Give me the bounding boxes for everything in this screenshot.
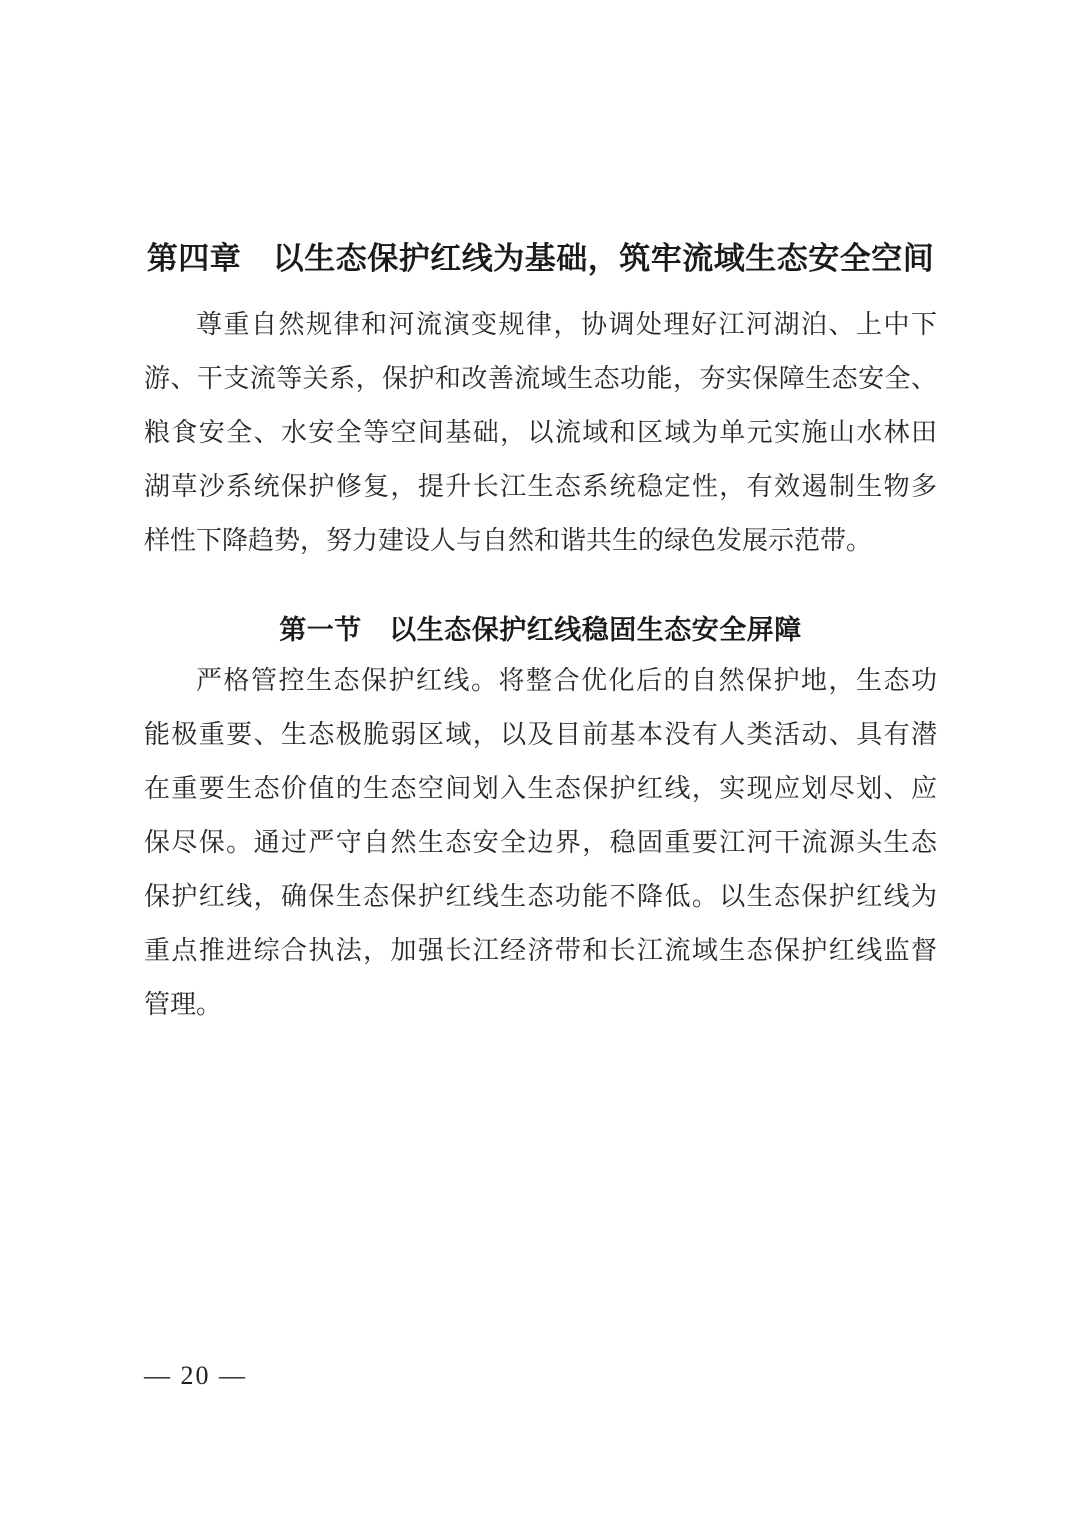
section-paragraph-line-4: 保尽保。通过严守自然生态安全边界，稳固重要江河干流源头生态	[144, 828, 937, 857]
intro-paragraph-line-1: 尊重自然规律和河流演变规律，协调处理好江河湖泊、上中下	[196, 310, 937, 339]
section-paragraph-line-3: 在重要生态价值的生态空间划入生态保护红线，实现应划尽划、应	[144, 774, 937, 803]
page-number: — 20 —	[144, 1361, 247, 1390]
section-paragraph-line-2: 能极重要、生态极脆弱区域，以及目前基本没有人类活动、具有潜	[144, 720, 937, 749]
intro-paragraph-line-2: 游、干支流等关系，保护和改善流域生态功能，夯实保障生态安全、	[144, 364, 937, 393]
section-paragraph-line-5: 保护红线，确保生态保护红线生态功能不降低。以生态保护红线为	[144, 882, 937, 911]
section-paragraph-line-7: 管理。	[144, 990, 223, 1019]
intro-paragraph-line-5: 样性下降趋势，努力建设人与自然和谐共生的绿色发展示范带。	[144, 526, 873, 555]
section-title: 第一节 以生态保护红线稳固生态安全屏障	[279, 615, 802, 646]
section-paragraph	[144, 654, 937, 1032]
section-paragraph-line-1: 严格管控生态保护红线。将整合优化后的自然保护地，生态功	[196, 666, 937, 695]
section-paragraph-line-6: 重点推进综合执法，加强长江经济带和长江流域生态保护红线监督	[144, 936, 937, 965]
chapter-title: 第四章 以生态保护红线为基础，筑牢流域生态安全空间	[146, 240, 935, 276]
intro-paragraph-line-3: 粮食安全、水安全等空间基础，以流域和区域为单元实施山水林田	[144, 418, 937, 447]
intro-paragraph	[144, 298, 937, 568]
intro-paragraph-line-4: 湖草沙系统保护修复，提升长江生态系统稳定性，有效遏制生物多	[144, 472, 937, 501]
